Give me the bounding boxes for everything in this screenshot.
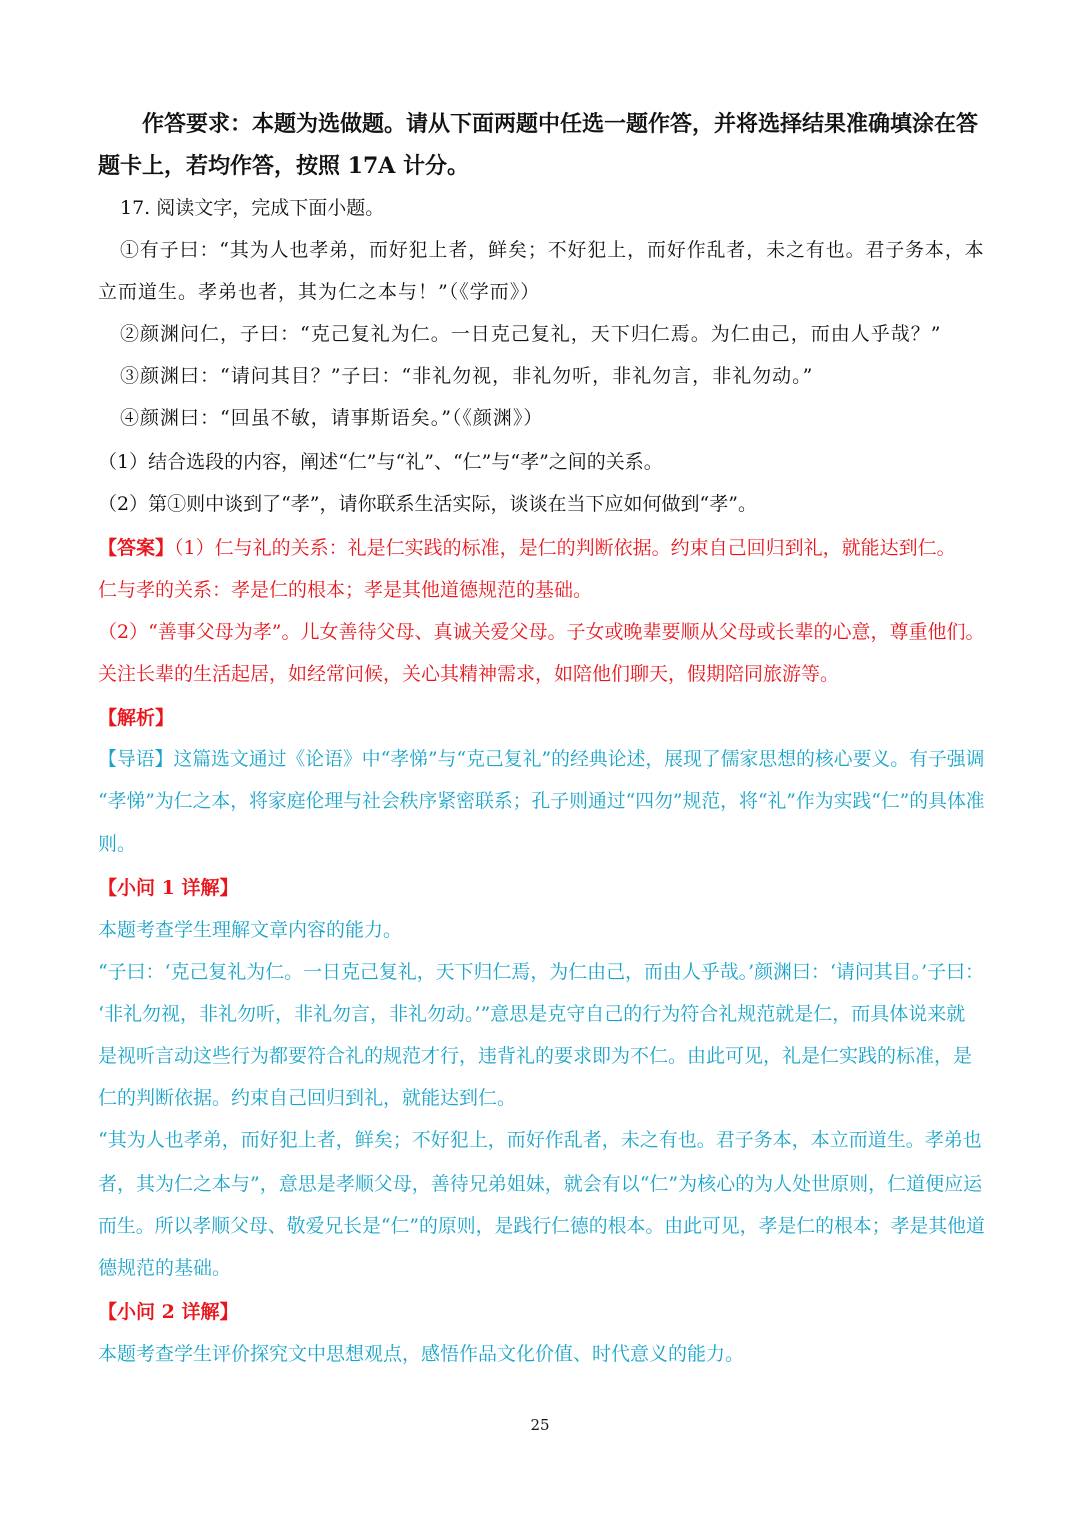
sub-question-1-detail-tag: 【小问 1 详解】	[98, 877, 239, 899]
guide-text-1: 这篇选文通过《论语》中“孝悌”与“克己复礼”的经典论述，展现了儒家思想的核心要义。有子强调	[173, 749, 985, 770]
passage-1-line-2: 立而道生。孝弟也者，其为仁之本与！”（《学而》）	[98, 281, 541, 303]
guide-line-1	[98, 746, 985, 774]
q1-line-4: 仁的判断依据。约束自己回归到礼，就能达到仁。	[98, 1087, 517, 1109]
answer-tag: 【答案】	[98, 537, 175, 559]
q1-line-3: 是视听言动这些行为都要符合礼的规范才行，违背礼的要求即为不仁。由此可见，礼是仁实践的标准，是	[98, 1045, 973, 1067]
answer-line-2: 仁与孝的关系：孝是仁的根本；孝是其他道德规范的基础。	[98, 579, 593, 601]
requirement-line-2: 题卡上，若均作答，按照 17A 计分。	[98, 153, 470, 179]
question-title: 17. 阅读文字，完成下面小题。	[120, 197, 385, 219]
q1-line-5: “其为人也孝弟，而好犯上者，鲜矣；不好犯上，而好作乱者，未之有也。君子务本，本立而道生。孝弟也	[98, 1129, 982, 1151]
sub-question-2-detail-tag: 【小问 2 详解】	[98, 1301, 239, 1323]
passage-2: ②颜渊问仁，子曰：“克己复礼为仁。一日克己复礼，天下归仁焉。为仁由己，而由人乎哉？”	[120, 323, 942, 345]
answer-text-1: （1）仁与礼的关系：礼是仁实践的标准，是仁的判断依据。约束自己回归到礼，就能达到仁。	[174, 537, 956, 559]
q1-line-7: 而生。所以孝顺父母、敬爱兄长是“仁”的原则，是践行仁德的根本。由此可见，孝是仁的根本；孝是其他道	[98, 1215, 985, 1237]
passage-1-line-1: ①有子曰：“其为人也孝弟，而好犯上者，鲜矣；不好犯上，而好作乱者，未之有也。君子务本，本	[120, 239, 985, 261]
passage-4: ④颜渊曰：“回虽不敏，请事斯语矣。”（《颜渊》）	[120, 407, 544, 429]
guide-tag: 【导语】	[98, 749, 174, 770]
q1-line-6: 者，其为仁之本与”，意思是孝顺父母，善待兄弟姐妹，就会有以“仁”为核心的为人处世原则，仁道便应运	[98, 1173, 983, 1195]
answer-line-4: 关注长辈的生活起居，如经常问候，关心其精神需求，如陪他们聊天，假期陪同旅游等。	[98, 663, 840, 685]
sub-question-1: （1）结合选段的内容，阐述“仁”与“礼”、“仁”与“孝”之间的关系。	[98, 451, 663, 473]
guide-line-2: “孝悌”为仁之本，将家庭伦理与社会秩序紧密联系；孔子则通过“四勿”规范，将“礼”作为实践“仁”的具体准	[98, 791, 985, 812]
analysis-tag: 【解析】	[98, 707, 175, 729]
answer-line-1	[98, 534, 956, 562]
q1-intro: 本题考查学生理解文章内容的能力。	[98, 919, 403, 941]
passage-3: ③颜渊曰：“请问其目？”子曰：“非礼勿视，非礼勿听，非礼勿言，非礼勿动。”	[120, 365, 814, 387]
sub-question-2: （2）第①则中谈到了“孝”，请你联系生活实际，谈谈在当下应如何做到“孝”。	[98, 493, 757, 515]
page-number: 25	[530, 1416, 550, 1434]
answer-line-3: （2）“善事父母为孝”。儿女善待父母、真诚关爱父母。子女或晚辈要顺从父母或长辈的心意，尊重他们。	[98, 621, 985, 643]
guide-line-3: 则。	[98, 833, 137, 855]
q2-intro: 本题考查学生评价探究文中思想观点，感悟作品文化价值、时代意义的能力。	[98, 1343, 745, 1365]
requirement-line-1: 作答要求：本题为选做题。请从下面两题中任选一题作答，并将选择结果准确填涂在答	[142, 111, 979, 137]
q1-line-2: ‘非礼勿视，非礼勿听，非礼勿言，非礼勿动。’”意思是克守自己的行为符合礼规范就是仁，而具体说来就	[98, 1003, 966, 1025]
q1-line-8: 德规范的基础。	[98, 1257, 232, 1279]
q1-line-1: “子曰：‘克己复礼为仁。一日克己复礼，天下归仁焉，为仁由己，而由人乎哉。’颜渊曰：‘请问其目。’子曰：	[98, 961, 984, 983]
